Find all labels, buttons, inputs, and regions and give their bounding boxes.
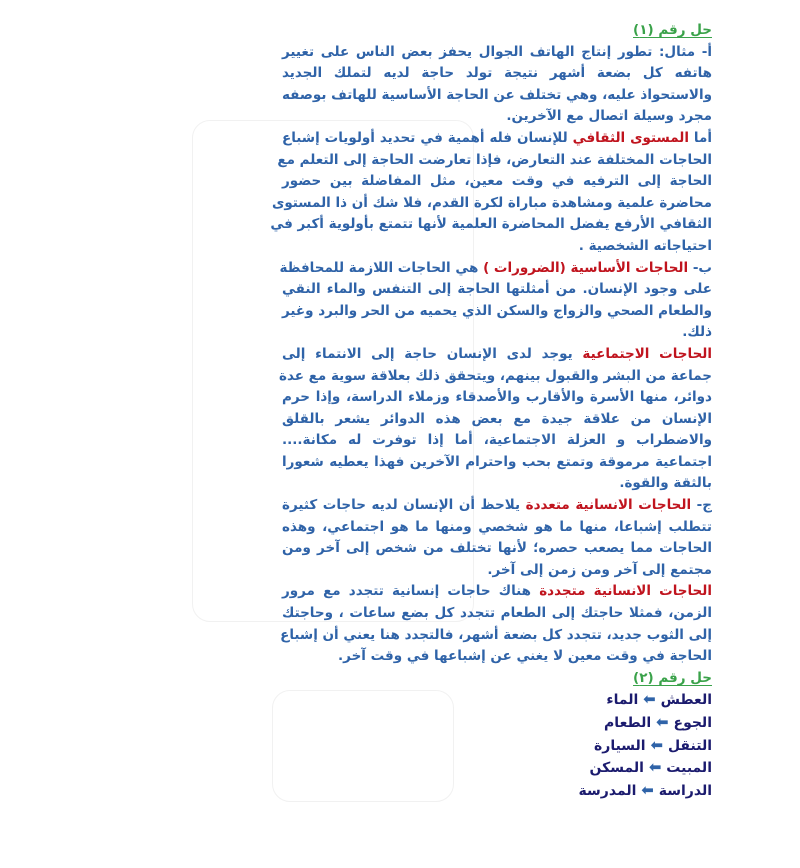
satisfier-label: الماء xyxy=(606,692,639,709)
part-c-line-1: ج- الحاجات الانسانية متعددة يلاحظ أن الإنسان لديه حاجات كثيرة xyxy=(282,497,712,514)
answer-text xyxy=(270,20,713,802)
satisfier-label: المدرسة xyxy=(578,782,637,799)
pair-row xyxy=(282,757,712,780)
solution-2-heading: حل رقم (٢) xyxy=(633,669,712,686)
renewable-line-2: الزمن، فمثلا حاجتك إلى الطعام تتجدد كل بضع ساعات ، وحاجتك xyxy=(282,605,712,622)
part-a-line-1: أ- مثال: تطور إنتاج الهاتف الجوال يحفز بعض الناس على تغيير xyxy=(282,43,712,60)
part-a-line-3: والاستحواذ عليه، وهي تختلف عن الحاجة الأساسية للهاتف بوصفه xyxy=(281,86,712,103)
part-c-line-3: الحاجات مما يصعب حصره؛ لأنها تختلف من شخص إلى آخر ومن xyxy=(282,540,712,557)
social-line-7: بالثقة والقوة. xyxy=(619,475,712,492)
multiple-needs-term: الحاجات الانسانية متعددة xyxy=(525,497,692,514)
satisfier-label: السيارة xyxy=(594,737,646,754)
part-a-label: أ- xyxy=(695,43,712,60)
pair-row xyxy=(282,735,712,758)
arrow-left-icon: ⬅ xyxy=(650,735,664,754)
part-a-line-4: مجرد وسيلة اتصال مع الآخرين. xyxy=(506,108,712,125)
arrow-left-icon: ⬅ xyxy=(656,713,669,731)
renewable-line-3: إلى الثوب جديد، تتجدد كل بضعة أشهر، فالتجدد هنا يعني أن إشباع xyxy=(280,626,712,643)
pair-row xyxy=(282,712,712,735)
part-b-line-1: ب- الحاجات الأساسية (الضرورات ) هي الحاجات اللازمة للمحافظة xyxy=(279,259,712,276)
need-label: الدراسة xyxy=(658,782,712,799)
arrow-left-icon: ⬅ xyxy=(641,780,654,799)
pair-row xyxy=(282,780,712,803)
arrow-left-icon: ⬅ xyxy=(648,758,662,777)
social-line-3: دوائر، منها الأسرة والأقارب والأصدقاء وزملاء الدراسة، وإذا حرم xyxy=(282,389,712,406)
cultural-level-term: المستوى الثقافي xyxy=(572,129,689,146)
part-b-line-4: ذلك. xyxy=(682,324,712,341)
cultural-line-4: محاضرة علمية ومشاهدة مباراة لكرة القدم، فلا شك أن ذا المستوى xyxy=(271,194,712,211)
cultural-line-5: الثقافي الأرفع يفضل المحاضرة العلمية لأنها تتمتع بأولوية أكبر في xyxy=(270,216,712,233)
arrow-left-icon: ⬅ xyxy=(643,690,656,709)
renewable-needs-term: الحاجات الانسانية متجددة xyxy=(539,583,712,600)
basic-needs-term: الحاجات الأساسية (الضرورات ) xyxy=(483,259,689,276)
cultural-line-3: الحاجة إلى الترفيه في وقت معين، مثل المفاضلة بين حضور xyxy=(282,173,712,190)
social-line-2: جماعة من البشر والقبول بينهم، ويتحقق ذلك بعلاقة سوية مع عدة xyxy=(278,367,712,384)
solution-1-heading: حل رقم (١) xyxy=(633,22,712,38)
social-needs-term: الحاجات الاجتماعية xyxy=(582,345,713,362)
part-a-line-2: هاتفه كل بضعة أشهر نتيجة تولد حاجة لديه لتملك الجديد xyxy=(282,65,712,82)
cultural-line-6: احتياجاته الشخصية . xyxy=(578,237,712,254)
need-label: المبيت xyxy=(666,760,712,777)
need-label: الجوع xyxy=(673,715,712,731)
social-line-6: اجتماعية مرموقة وتمتع بحب واحترام الآخرين فهذا يعطيه شعورا xyxy=(282,453,712,470)
part-b-line-3: والطعام الصحي والزواج والسكن الذي يحميه من الحر والبرد وغير xyxy=(282,302,712,319)
part-c-line-4: مجتمع إلى آخر ومن زمن إلى آخر. xyxy=(487,561,712,578)
social-line-5: والاضطراب و العزلة الاجتماعية، أما إذا توفرت له مكانة.... xyxy=(282,432,712,449)
part-c-label: ج- xyxy=(691,497,712,514)
social-line-4: الإنسان من علاقة جيدة مع بعض هذه الدوائر يشعر بالقلق xyxy=(282,410,712,427)
social-line-1: الحاجات الاجتماعية يوجد لدى الإنسان حاجة إلى الانتماء إلى xyxy=(282,345,713,362)
part-b-line-2: على وجود الإنسان. من أمثلتها الحاجة إلى التنفس والماء النقي xyxy=(282,281,712,298)
example-term: مثال: xyxy=(652,43,696,60)
need-label: العطش xyxy=(660,692,712,709)
part-b-label: ب- xyxy=(688,259,712,276)
cultural-line-1: أما المستوى الثقافي للإنسان فله أهمية في تحديد أولويات إشباع xyxy=(282,129,712,146)
renewable-line-4: الحاجة في وقت معين لا يغني عن إشباعها في وقت آخر. xyxy=(338,648,712,665)
satisfier-label: الطعام xyxy=(604,715,652,731)
part-c-line-2: تتطلب إشباعا، منها ما هو شخصي ومنها ما هو اجتماعي، وهذه xyxy=(282,518,712,535)
pair-row xyxy=(282,689,712,712)
cultural-line-2: الحاجات المختلفة عند التعارض، فإذا تعارضت الحاجة إلى التعلم مع xyxy=(277,151,712,168)
renewable-line-1: الحاجات الانسانية متجددة هناك حاجات إنسانية تتجدد مع مرور xyxy=(282,583,712,600)
satisfier-label: المسكن xyxy=(589,760,644,777)
need-label: التنقل xyxy=(667,737,712,754)
